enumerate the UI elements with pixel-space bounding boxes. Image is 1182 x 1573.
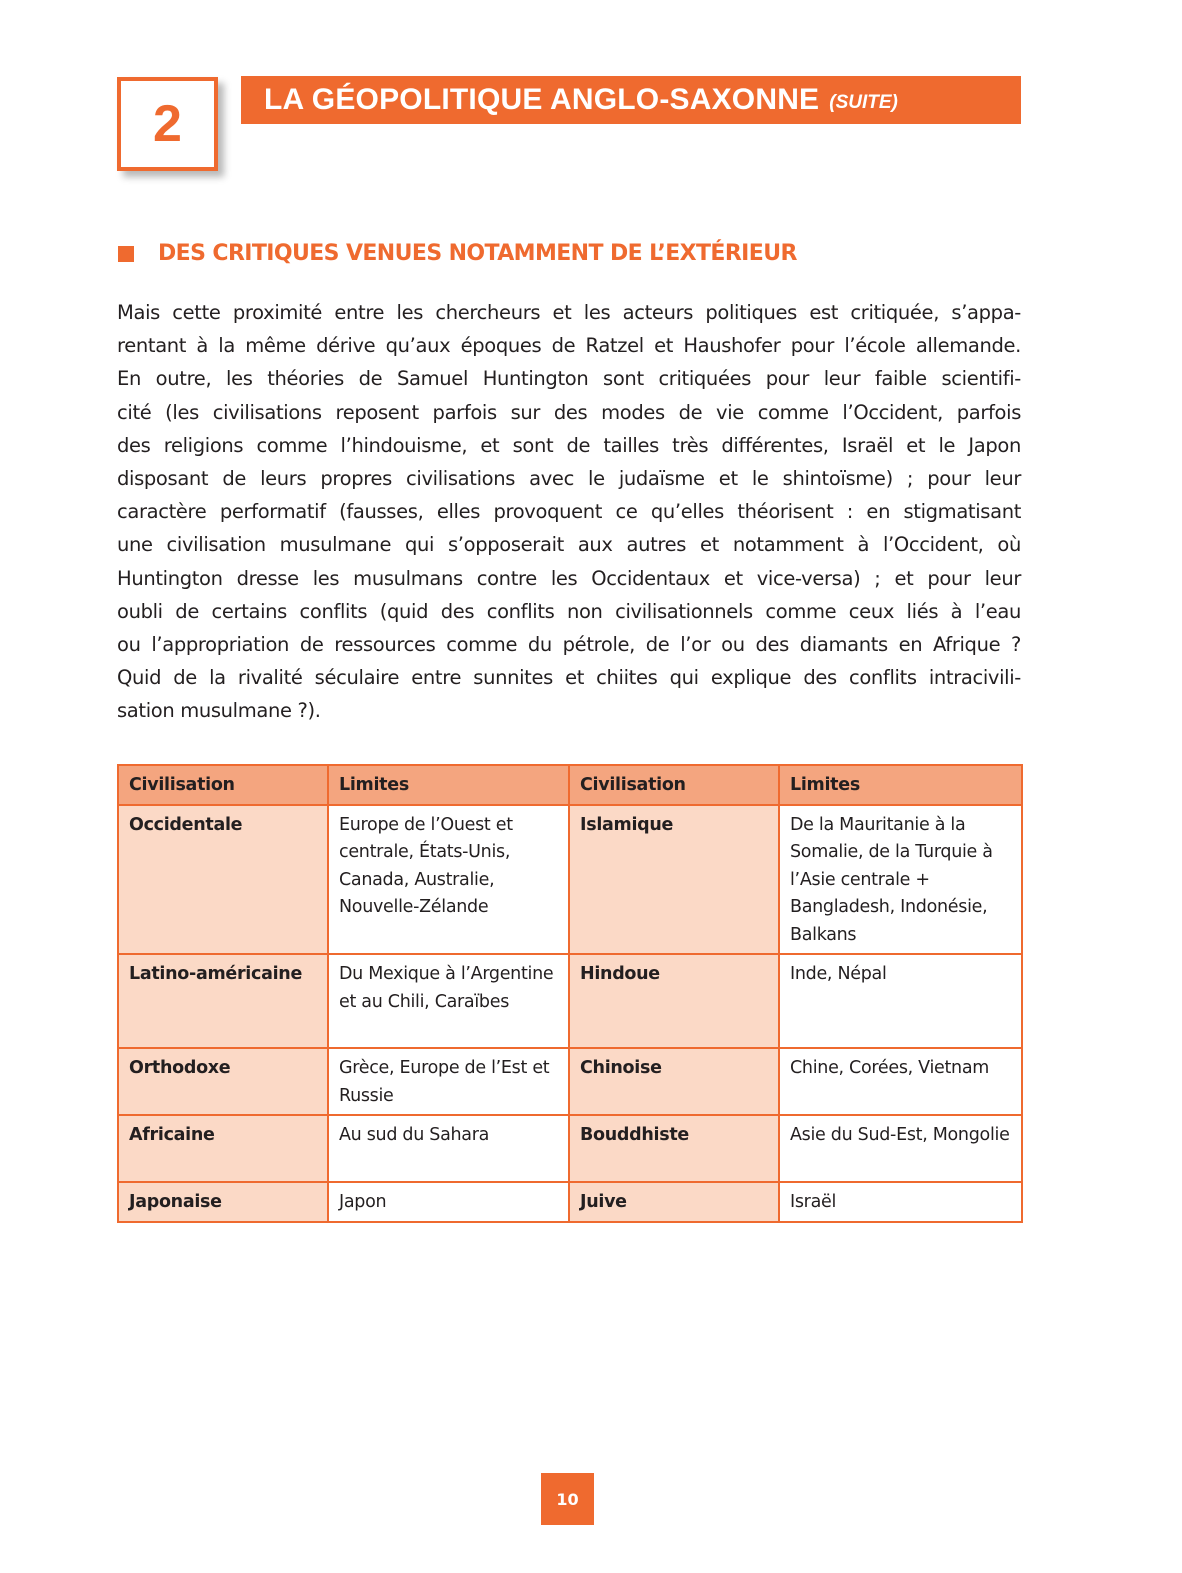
civilisations-table: [117, 764, 1023, 1223]
body-line: disposant de leurs propres civilisations avec le judaïsme et le shintoïsme) ; pour leur: [117, 467, 1021, 491]
chapter-number-box: [117, 77, 218, 171]
square-bullet-icon: [118, 246, 134, 262]
limites-cell: Europe de l’Ouest et centrale, États-Unis, Canada, Australie, Nouvelle-Zélande: [328, 805, 569, 955]
table-header-row: [118, 765, 1022, 805]
body-line: ou l’appropriation de ressources comme du pétrole, de l’or ou des diamants en Afrique ?: [117, 633, 1021, 657]
header-civilisation: Civilisation: [118, 765, 328, 805]
limites-cell: Du Mexique à l’Argentine et au Chili, Caraïbes: [328, 954, 569, 1048]
civilisation-cell: Bouddhiste: [569, 1115, 779, 1182]
limites-cell: De la Mauritanie à la Somalie, de la Turquie à l’Asie centrale + Bangladesh, Indonésie, Balkans: [779, 805, 1022, 955]
civilisation-cell: Africaine: [118, 1115, 328, 1182]
civilisation-cell: Islamique: [569, 805, 779, 955]
section-title: DES CRITIQUES VENUES NOTAMMENT DE L’EXTÉRIEUR: [158, 241, 797, 266]
table-row: [118, 1115, 1022, 1182]
section-heading: [118, 241, 797, 266]
body-line: En outre, les théories de Samuel Huntington sont critiquées pour leur faible scientifi-: [117, 367, 1021, 391]
body-line: rentant à la même dérive qu’aux époques de Ratzel et Haushofer pour l’école allemande.: [117, 334, 1021, 358]
table-row: [118, 1048, 1022, 1115]
header-civilisation: Civilisation: [569, 765, 779, 805]
chapter-title: LA GÉOPOLITIQUE ANGLO-SAXONNE: [264, 83, 820, 116]
body-line: Huntington dresse les musulmans contre les Occidentaux et vice-versa) ; et pour leur: [117, 566, 1021, 590]
civilisation-cell: Japonaise: [118, 1182, 328, 1222]
body-line: des religions comme l’hindouisme, et sont de tailles très différentes, Israël et le Japon: [117, 433, 1021, 457]
page-number-badge: [541, 1473, 594, 1525]
chapter-title-bar: [241, 76, 1021, 124]
limites-cell: Inde, Népal: [779, 954, 1022, 1048]
limites-cell: Asie du Sud-Est, Mongolie: [779, 1115, 1022, 1182]
header-limites: Limites: [328, 765, 569, 805]
body-line: sation musulmane ?).: [117, 699, 321, 723]
table-row: [118, 1182, 1022, 1222]
civilisation-cell: Latino-américaine: [118, 954, 328, 1048]
header-limites: Limites: [779, 765, 1022, 805]
table-row: [118, 954, 1022, 1048]
limites-cell: Grèce, Europe de l’Est et Russie: [328, 1048, 569, 1115]
civilisation-cell: Occidentale: [118, 805, 328, 955]
limites-cell: Au sud du Sahara: [328, 1115, 569, 1182]
body-line: caractère performatif (fausses, elles provoquent ce qu’elles théorisent : en stigmatisant: [117, 500, 1021, 524]
body-paragraph: [117, 296, 1021, 728]
limites-cell: Israël: [779, 1182, 1022, 1222]
body-line: une civilisation musulmane qui s’opposerait aux autres et notamment à l’Occident, où: [117, 533, 1021, 557]
table-row: [118, 805, 1022, 955]
civilisation-cell: Juive: [569, 1182, 779, 1222]
limites-cell: Chine, Corées, Vietnam: [779, 1048, 1022, 1115]
chapter-title-suffix: (SUITE): [829, 92, 898, 113]
chapter-number: 2: [153, 95, 182, 153]
body-line: oubli de certains conflits (quid des conflits non civilisationnels comme ceux liés à l’eau: [117, 599, 1021, 623]
civilisation-cell: Chinoise: [569, 1048, 779, 1115]
limites-cell: Japon: [328, 1182, 569, 1222]
civilisation-cell: Orthodoxe: [118, 1048, 328, 1115]
civilisation-cell: Hindoue: [569, 954, 779, 1048]
body-line: cité (les civilisations reposent parfois sur des modes de vie comme l’Occident, parfois: [117, 400, 1021, 424]
body-line: Quid de la rivalité séculaire entre sunnites et chiites qui explique des conflits intracivili-: [117, 666, 1021, 690]
body-line: Mais cette proximité entre les chercheurs et les acteurs politiques est critiquée, s’appa-: [117, 301, 1021, 324]
page-number: 10: [556, 1489, 579, 1509]
